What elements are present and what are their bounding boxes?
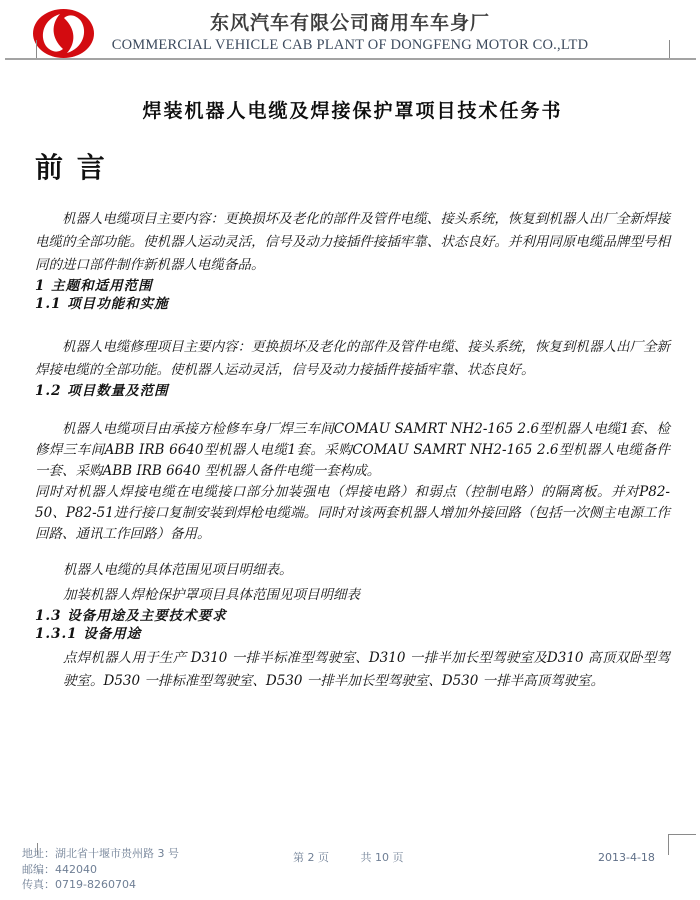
footer-page-number [293, 849, 404, 865]
section-heading-1-1: 1.1 项目功能和实施 [35, 296, 169, 312]
footer-contact-block [22, 846, 179, 893]
section-1-2-paragraph-1: 机器人电缆项目由承接方检修车身厂焊三车间COMAU SAMRT NH2-165 2.6型机器人电缆1套、检修焊三车间ABB IRB 6640型机器人电缆1套。采购COMAU SAMRT NH2-165 2.6型机器人电缆备件一套、采购ABB IRB 6640 型机器人备件电缆一套构成。 [35, 421, 670, 479]
document-title: 焊装机器人电缆及焊接保护罩项目技术任务书 [142, 100, 563, 122]
footer-right-crop-mark-horizontal [668, 834, 696, 835]
footer-current-page: 第 2 页 [293, 851, 329, 864]
document-body [35, 59, 670, 693]
preface-heading: 前 言 [35, 151, 107, 184]
footer-address: 地址：湖北省十堰市贵州路 3 号 [22, 847, 179, 860]
section-1-2-note-1: 机器人电缆的具体范围见项目明细表。 [63, 562, 293, 578]
company-name-en: COMMERCIAL VEHICLE CAB PLANT OF DONGFENG MOTOR CO.,LTD [111, 37, 589, 53]
header-left-crop-mark [36, 40, 37, 58]
section-1-3-1-paragraph: 点焊机器人用于生产 D310 一排半标准型驾驶室、D310 一排半加长型驾驶室及D310 高顶双卧型驾驶室。D530 一排标准型驾驶室、D530 一排半加长型驾驶室、D530 一排半高顶驾驶室。 [63, 650, 670, 689]
company-name-cn: 东风汽车有限公司商用车车身厂 [209, 12, 490, 34]
preface-paragraph: 机器人电缆项目主要内容：更换损坏及老化的部件及管件电缆、接头系统，恢复到机器人出厂全新焊接电缆的全部功能。使机器人运动灵活，信号及动力接插件接插牢靠、状态良好。并利用同原电缆品牌型号相同的进口部件制作新机器人电缆备品。 [35, 211, 670, 273]
section-1-2-paragraph-2: 同时对机器人焊接电缆在电缆接口部分加装强电（焊接电路）和弱点（控制电路）的隔离板。并对P82-50、P82-51进行接口复制安装到焊枪电缆端。同时对该两套机器人增加外接回路（包括一次侧主电源工作回路、通讯工作回路）备用。 [35, 484, 670, 542]
section-1-2-note-2: 加装机器人焊枪保护罩项目具体范围见项目明细表 [63, 587, 360, 603]
section-heading-1: 1 主题和适用范围 [35, 278, 153, 294]
section-heading-1-3: 1.3 设备用途及主要技术要求 [35, 608, 227, 624]
section-heading-1-3-1: 1.3.1 设备用途 [35, 626, 142, 642]
footer-postcode: 邮编：442040 [22, 862, 97, 876]
header-titles [0, 8, 700, 54]
section-1-1-paragraph: 机器人电缆修理项目主要内容：更换损坏及老化的部件及管件电缆、接头系统，恢复到机器人出厂全新焊接电缆的全部功能。使机器人运动灵活，信号及动力接插件接插牢靠、状态良好。 [35, 339, 670, 378]
footer-fax: 传真：0719-8260704 [22, 878, 136, 891]
footer-right-crop-mark-vertical [668, 834, 669, 855]
section-heading-1-2: 1.2 项目数量及范围 [35, 383, 169, 399]
header-right-crop-mark [669, 40, 670, 58]
footer-total-pages: 共 10 页 [360, 851, 404, 864]
footer-date: 2013-4-18 [598, 851, 655, 864]
